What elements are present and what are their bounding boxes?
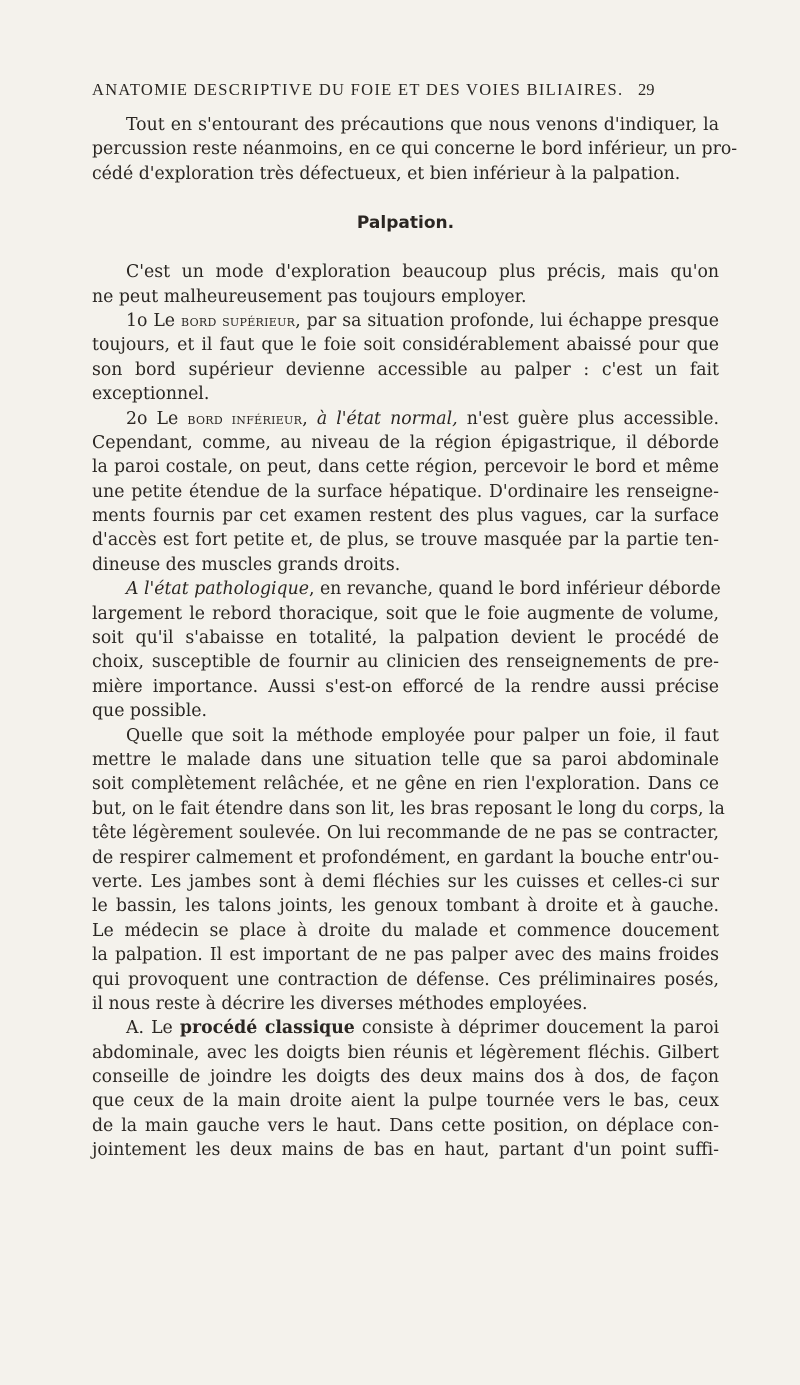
text-line: que possible.	[92, 701, 207, 722]
text-line: abdominale, avec les doigts bien réunis et légèrement fléchis. Gilbert	[92, 1042, 719, 1063]
paragraph-4	[92, 577, 719, 723]
text-line: dineuse des muscles grands droits.	[92, 554, 401, 575]
text-line: choix, susceptible de fournir au clinicien des renseignements de pre-	[92, 652, 719, 673]
paragraph-5	[92, 724, 725, 1017]
text-line: soit qu'il s'abaisse en totalité, la palpation devient le procédé de	[92, 628, 719, 649]
line-rest: , en revanche, quand le bord inférieur déborde	[308, 579, 721, 600]
text-line: de la main gauche vers le haut. Dans cette position, on déplace con-	[92, 1115, 719, 1136]
text-line: conseille de joindre les doigts des deux mains dos à dos, de façon	[92, 1067, 719, 1088]
key-term: procédé classique	[179, 1018, 355, 1039]
item-number: 2o Le	[126, 408, 179, 429]
text-line: mière importance. Aussi s'est-on efforcé de la rendre aussi précise	[92, 676, 719, 697]
paragraph-1	[92, 260, 719, 309]
text-line: de respirer calmement et profondément, en gardant la bouche entr'ou-	[92, 847, 719, 868]
section-heading: Palpation.	[356, 213, 455, 234]
text-line	[92, 309, 719, 333]
text-line: 2o Le bord inférieur, à l'état normal, n'est guère plus accessible.	[126, 408, 719, 429]
paragraph-3	[92, 407, 719, 578]
text-line: le bassin, les talons joints, les genoux tombant à droite et à gauche.	[92, 896, 719, 917]
text-line: C'est un mode d'exploration beaucoup plus précis, mais qu'on	[126, 262, 719, 283]
text-line: qui provoquent une contraction de défense. Ces préliminaires posés,	[92, 969, 719, 990]
intro-paragraph	[92, 113, 738, 186]
text-line: tête légèrement soulevée. On lui recommande de ne pas se contracter,	[92, 823, 719, 844]
text-line: Le médecin se place à droite du malade et commence doucement	[92, 920, 719, 941]
text-line: Quelle que soit la méthode employée pour palper un foie, il faut	[126, 725, 719, 746]
paragraph-2	[92, 309, 719, 407]
text-line	[92, 1016, 719, 1040]
text-line: largement le rebord thoracique, soit que le foie augmente de volume,	[92, 603, 719, 624]
text-line: ne peut malheureusement pas toujours employer.	[92, 286, 527, 307]
text-line: but, on le fait étendre dans son lit, les bras reposant le long du corps, la	[92, 798, 725, 819]
text-line: son bord supérieur devienne accessible au palper : c'est un fait	[92, 359, 719, 380]
text-line: toujours, et il faut que le foie soit considérablement abaissé pour que	[92, 335, 719, 356]
text-line: jointement les deux mains de bas en haut, partant d'un point suffi-	[92, 1140, 719, 1161]
text-line: mettre le malade dans une situation telle que sa paroi abdominale	[92, 749, 719, 770]
line-rest: , par sa situation profonde, lui échappe presque	[295, 310, 719, 331]
key-term: bord inférieur	[187, 409, 303, 428]
paragraph-6	[92, 1016, 719, 1162]
text-line: Tout en s'entourant des précautions que nous venons d'indiquer, la	[126, 115, 719, 135]
text-line: la palpation. Il est important de ne pas palper avec des mains froides	[92, 945, 719, 966]
page-header	[0, 80, 800, 106]
text-line: la paroi costale, on peut, dans cette région, percevoir le bord et même	[92, 457, 719, 478]
body-text	[92, 113, 738, 1163]
text-line: exceptionnel.	[92, 384, 210, 405]
text-line: Cependant, comme, au niveau de la région épigastrique, il déborde	[92, 432, 719, 453]
page-number: 29	[638, 80, 655, 99]
text-line	[92, 577, 719, 601]
item-number: 1o Le	[126, 310, 176, 331]
italic-phrase: A l'état pathologique	[126, 579, 309, 600]
italic-phrase: à l'état normal,	[316, 408, 458, 429]
key-term: bord supérieur	[180, 311, 296, 330]
text-line: verte. Les jambes sont à demi fléchies sur les cuisses et celles-ci sur	[92, 871, 719, 892]
text-line: soit complètement relâchée, et ne gêne en rien l'exploration. Dans ce	[92, 774, 719, 795]
text-line: que ceux de la main droite aient la pulpe tournée vers le bas, ceux	[92, 1091, 719, 1112]
text-line: une petite étendue de la surface hépatique. D'ordinaire les renseigne-	[92, 481, 719, 502]
text-line: il nous reste à décrire les diverses méthodes employées.	[92, 993, 588, 1014]
line-rest: consiste à déprimer doucement la paroi	[354, 1018, 720, 1039]
text-line: d'accès est fort petite et, de plus, se trouve masquée par la partie ten-	[92, 530, 719, 551]
running-title: ANATOMIE DESCRIPTIVE DU FOIE ET DES VOIES BILIAIRES.	[92, 80, 624, 99]
text-line: ments fournis par cet examen restent des plus vagues, car la surface	[92, 506, 719, 527]
line-rest: n'est guère plus accessible.	[457, 408, 719, 429]
text-line: percussion reste néanmoins, en ce qui concerne le bord inférieur, un pro-	[92, 139, 738, 160]
text-line: cédé d'exploration très défectueux, et bien inférieur à la palpation.	[92, 163, 681, 184]
item-lead: A. Le	[126, 1018, 173, 1039]
